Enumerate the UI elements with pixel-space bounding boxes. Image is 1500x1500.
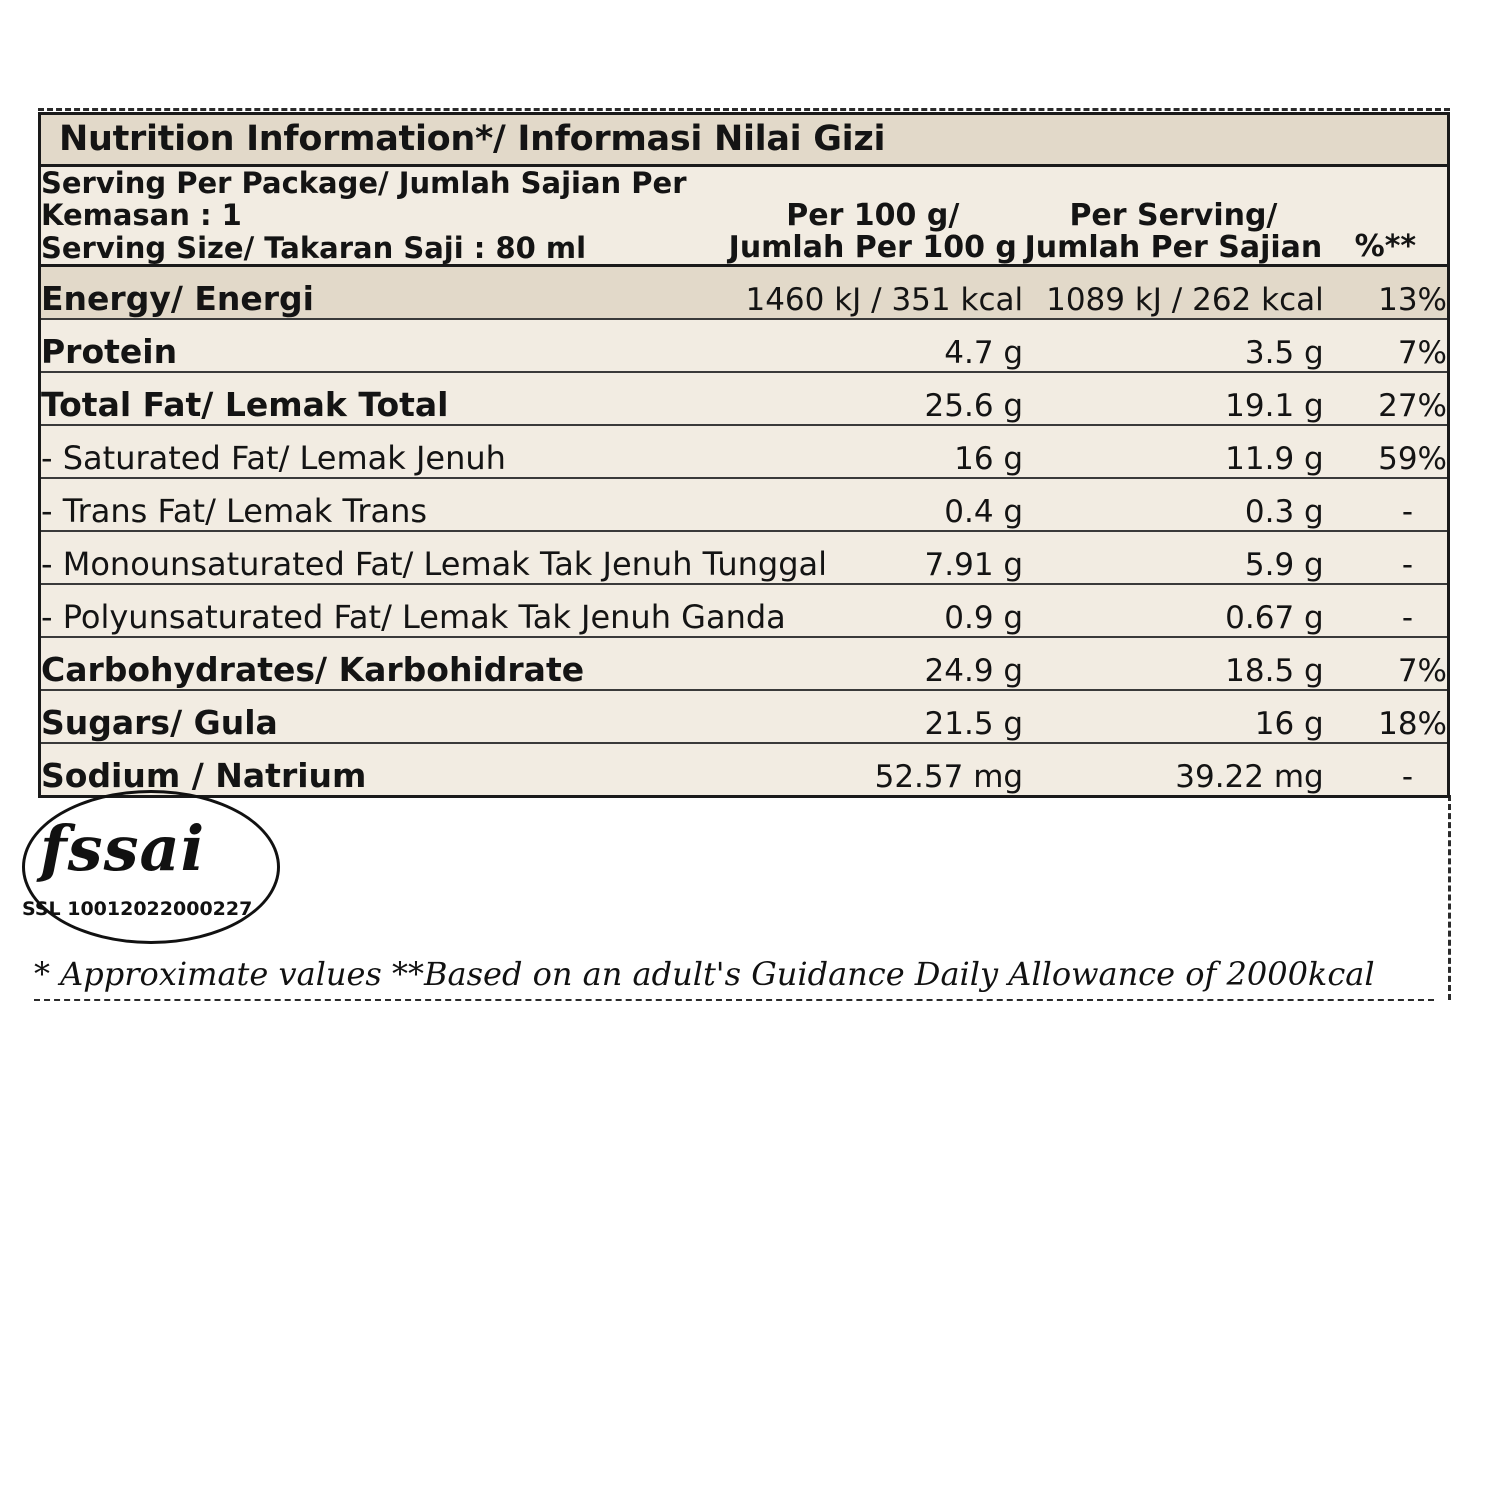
nutrient-per-100g: 16 g (722, 425, 1023, 478)
nutrient-per-serving: 39.22 mg (1175, 759, 1324, 796)
nutrient-per-serving: 5.9 g (1023, 531, 1324, 584)
table-header-row (41, 167, 1447, 266)
fssai-wordmark: fssai (40, 812, 206, 885)
column-header-per-serving-line2: Jumlah Per Sajian (1024, 230, 1323, 266)
column-header-percent: %** (1324, 167, 1447, 266)
table-row (41, 478, 1447, 531)
nutrient-name: Carbohydrates/ Karbohidrate (41, 637, 722, 690)
table-row (41, 584, 1447, 637)
nutrient-per-serving: 3.5 g (1023, 319, 1324, 372)
nutrient-percent: 13% (1324, 266, 1447, 320)
nutrient-name: Sugars/ Gula (41, 690, 722, 743)
serving-info-cell (41, 167, 722, 266)
nutrient-per-100g: 24.9 g (722, 637, 1023, 690)
nutrient-per-serving: 0.67 g (1023, 584, 1324, 637)
nutrient-name: Total Fat/ Lemak Total (41, 372, 722, 425)
nutrient-name: - Polyunsaturated Fat/ Lemak Tak Jenuh Ganda (41, 584, 722, 637)
column-header-per-100g-line2: Jumlah Per 100 g (728, 230, 1017, 266)
serving-size: Serving Size/ Takaran Saji : 80 ml (41, 230, 587, 265)
nutrient-percent: 59% (1324, 425, 1447, 478)
nutrient-name: Energy/ Energi (41, 266, 722, 320)
column-header-per-serving-line1: Per Serving/ (1069, 197, 1278, 233)
fssai-license-number: SSL 10012022000227 (22, 898, 253, 920)
nutrient-percent: - (1324, 478, 1447, 531)
nutrient-name: - Monounsaturated Fat/ Lemak Tak Jenuh Tunggal (41, 531, 722, 584)
nutrient-percent: - (1401, 759, 1413, 796)
nutrient-percent: - (1324, 584, 1447, 637)
fssai-logo (22, 790, 284, 948)
table-row (41, 637, 1447, 690)
nutrient-percent: - (1324, 531, 1447, 584)
nutrient-name: - Saturated Fat/ Lemak Jenuh (41, 425, 722, 478)
nutrient-per-100g: 1460 kJ / 351 kcal (722, 266, 1023, 320)
nutrition-table (41, 167, 1447, 795)
nutrition-information-panel (38, 112, 1450, 798)
column-header-per-serving (1023, 167, 1324, 266)
column-header-per-100g (722, 167, 1023, 266)
nutrient-per-100g: 7.91 g (722, 531, 1023, 584)
nutrient-per-100g: 52.57 mg (874, 759, 1024, 796)
table-row (41, 319, 1447, 372)
nutrient-percent: 18% (1324, 690, 1447, 743)
nutrient-per-100g: 0.9 g (722, 584, 1023, 637)
nutrient-per-100g: 0.4 g (722, 478, 1023, 531)
table-row (41, 531, 1447, 584)
table-row (41, 266, 1447, 320)
table-row (41, 743, 1447, 795)
nutrient-per-serving: 16 g (1023, 690, 1324, 743)
table-row (41, 690, 1447, 743)
dashed-top-border (38, 108, 1450, 111)
nutrient-name: - Trans Fat/ Lemak Trans (41, 478, 722, 531)
nutrient-per-serving: 1089 kJ / 262 kcal (1023, 266, 1324, 320)
nutrient-per-100g: 4.7 g (722, 319, 1023, 372)
panel-title-row (41, 115, 1447, 167)
nutrient-per-100g: 25.6 g (722, 372, 1023, 425)
dashed-right-border (1448, 795, 1451, 1000)
nutrient-percent: 27% (1324, 372, 1447, 425)
nutrient-per-serving: 18.5 g (1023, 637, 1324, 690)
footnote-text: * Approximate values **Based on an adult's Guidance Daily Allowance of 2000kcal (34, 955, 1434, 1001)
nutrient-per-serving: 11.9 g (1023, 425, 1324, 478)
serving-per-package: Serving Per Package/ Jumlah Sajian Per Kemasan : 1 (41, 166, 687, 233)
page-title: Nutrition Information*/ Informasi Nilai Gizi (59, 118, 886, 159)
column-header-per-100g-line1: Per 100 g/ (786, 197, 960, 233)
nutrient-per-serving: 19.1 g (1023, 372, 1324, 425)
table-row (41, 372, 1447, 425)
nutrient-per-100g: 21.5 g (722, 690, 1023, 743)
nutrient-per-serving: 0.3 g (1023, 478, 1324, 531)
nutrient-name: Sodium / Natrium (41, 756, 367, 796)
table-row (41, 425, 1447, 478)
nutrient-percent: 7% (1324, 637, 1447, 690)
nutrient-name: Protein (41, 319, 722, 372)
nutrient-percent: 7% (1324, 319, 1447, 372)
